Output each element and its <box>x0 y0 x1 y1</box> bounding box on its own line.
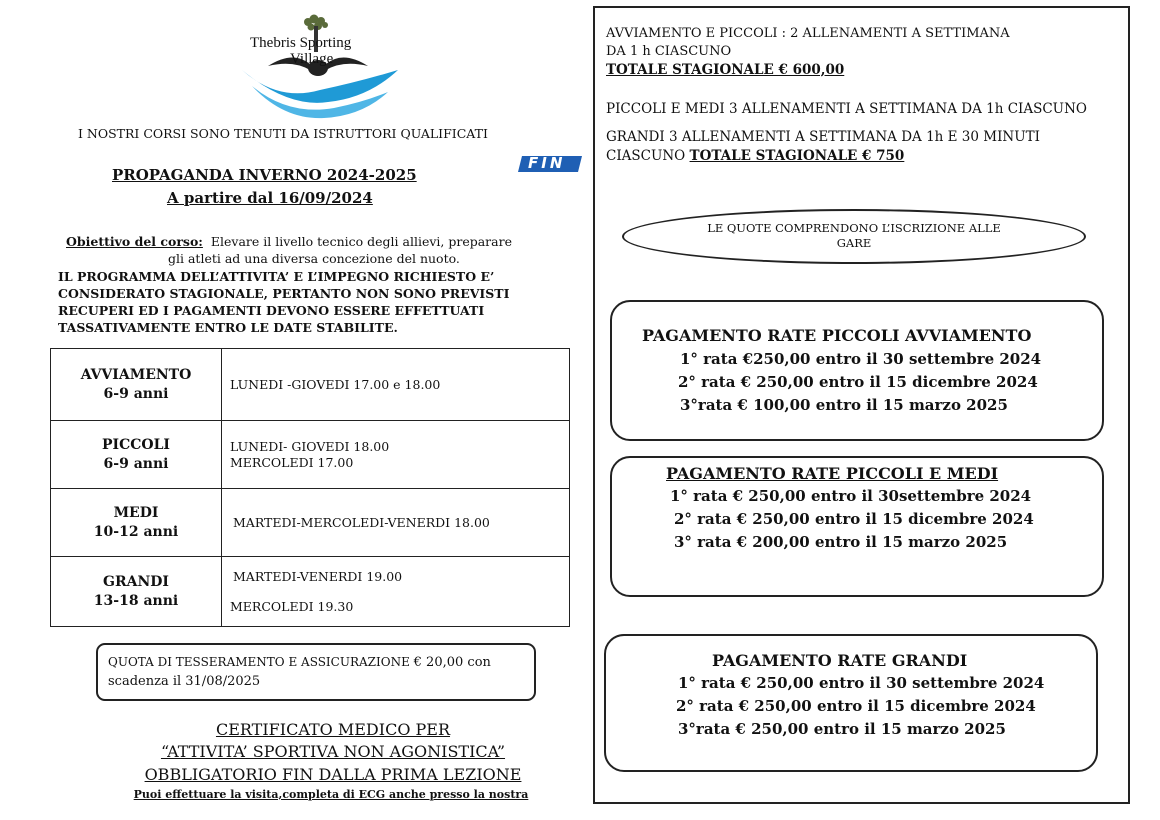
objective-text1: Elevare il livello tecnico degli allievi, preparare <box>210 234 512 249</box>
membership-fee-box <box>96 643 536 701</box>
group-name: PICCOLI <box>102 436 170 453</box>
group-age: 10-12 anni <box>93 523 179 540</box>
payment-title: PAGAMENTO RATE PICCOLI E MEDI <box>666 464 999 483</box>
page-subtitle: A partire dal 16/09/2024 <box>167 189 373 207</box>
certificate-line3: OBBLIGATORIO FIN DALLA PRIMA LEZIONE <box>144 765 522 784</box>
table-row <box>51 557 570 627</box>
swimmer-logo-icon <box>238 12 402 124</box>
pricing-line-medi: PICCOLI E MEDI 3 ALLENAMENTI A SETTIMANA DA 1h CIASCUNO <box>606 101 1087 117</box>
time-entry: MARTEDI-MERCOLEDI-VENERDI 18.00 <box>233 514 490 530</box>
pricing-total-600: TOTALE STAGIONALE € 600,00 <box>606 62 845 78</box>
certificate-line2: “ATTIVITA’ SPORTIVA NON AGONISTICA” <box>160 742 506 761</box>
group-age: 13-18 anni <box>93 592 179 609</box>
payment-installment: 3°rata € 100,00 entro il 15 marzo 2025 <box>680 396 1008 414</box>
fee-text: QUOTA DI TESSERAMENTO E ASSICURAZIONE <box>108 655 414 669</box>
logo-text-line1: Thebris Sporting <box>250 35 352 51</box>
times-cell <box>222 489 570 557</box>
objective-line2: gli atleti ad una diversa concezione del nuoto. <box>168 251 460 266</box>
pricing-line-avviamento: AVVIAMENTO E PICCOLI : 2 ALLENAMENTI A SETTIMANA <box>606 26 1010 41</box>
instructors-notice: I NOSTRI CORSI SONO TENUTI DA ISTRUTTORI QUALIFICATI <box>78 126 488 141</box>
group-name: MEDI <box>113 504 159 521</box>
payment-installment: 3° rata € 200,00 entro il 15 marzo 2025 <box>674 533 1008 551</box>
objective-line1 <box>66 234 512 249</box>
fin-logo <box>516 154 584 174</box>
table-row <box>51 349 570 421</box>
fee-amount: € 20,00 con <box>413 655 491 670</box>
group-age: 6-9 anni <box>103 385 169 402</box>
payment-installment: 2° rata € 250,00 entro il 15 dicembre 2024 <box>678 373 1038 391</box>
fee-deadline: scadenza il 31/08/2025 <box>108 674 261 689</box>
payment-box-avviamento <box>610 300 1104 441</box>
objective-label: Obiettivo del corso: <box>66 234 203 249</box>
payment-title: PAGAMENTO RATE GRANDI <box>712 651 968 670</box>
pricing-total-750: TOTALE STAGIONALE € 750 <box>689 148 905 164</box>
certificate-line1: CERTIFICATO MEDICO PER <box>215 720 451 739</box>
payment-title: PAGAMENTO RATE PICCOLI AVVIAMENTO <box>642 326 1032 345</box>
payment-installment: 3°rata € 250,00 entro il 15 marzo 2025 <box>678 720 1006 738</box>
payment-installment: 2° rata € 250,00 entro il 15 dicembre 2024 <box>676 697 1036 715</box>
payment-installment: 1° rata €250,00 entro il 30 settembre 2024 <box>680 350 1042 368</box>
payment-installment: 1° rata € 250,00 entro il 30settembre 2024 <box>670 487 1032 505</box>
group-age: 6-9 anni <box>103 455 169 472</box>
table-row <box>51 489 570 557</box>
payment-installment: 2° rata € 250,00 entro il 15 dicembre 2024 <box>674 510 1034 528</box>
pricing-line-grandi-total <box>606 147 904 165</box>
club-logo <box>238 12 402 124</box>
fin-logo-text: FIN <box>528 154 566 172</box>
certificate-note: Puoi effettuare la visita,completa di ECG anche presso la nostra <box>133 788 529 801</box>
time-entry: LUNEDI -GIOVEDI 17.00 e 18.00 <box>230 376 441 392</box>
logo-text-line2: Village <box>290 51 334 67</box>
group-cell <box>51 421 222 489</box>
group-name: GRANDI <box>103 573 169 590</box>
group-cell <box>51 557 222 627</box>
time-entry: MERCOLEDI 17.00 <box>230 454 354 470</box>
time-entry: MARTEDI-VENERDI 19.00 <box>233 568 403 584</box>
race-fees-note <box>622 209 1086 264</box>
race-fees-line1: LE QUOTE COMPRENDONO L’ISCRIZIONE ALLE <box>707 221 1001 235</box>
times-cell <box>222 557 570 627</box>
pricing-line-duration: DA 1 h CIASCUNO <box>606 44 732 59</box>
page-title: PROPAGANDA INVERNO 2024-2025 <box>112 166 417 184</box>
pricing-line-grandi-prefix: CIASCUNO <box>606 148 690 164</box>
group-name: AVVIAMENTO <box>80 366 192 383</box>
group-cell <box>51 489 222 557</box>
schedule-table <box>50 348 570 627</box>
payment-box-grandi <box>604 634 1098 772</box>
program-notice: IL PROGRAMMA DELL’ATTIVITA’ E L’IMPEGNO RICHIESTO E’ CONSIDERATO STAGIONALE, PERTANTO NON SONO PREVISTI RECUPERI ED I PAGAMENTI DEVONO ESSERE EFFETTUATI TASSATIVAMENTE ENTRO LE DATE STABILITE. <box>58 269 510 335</box>
time-entry: LUNEDI- GIOVEDI 18.00 <box>230 438 390 454</box>
pricing-line-grandi: GRANDI 3 ALLENAMENTI A SETTIMANA DA 1h E 30 MINUTI <box>606 129 1040 145</box>
group-cell <box>51 349 222 421</box>
times-cell <box>222 349 570 421</box>
payment-installment: 1° rata € 250,00 entro il 30 settembre 2024 <box>678 674 1045 692</box>
race-fees-line2: GARE <box>836 236 872 250</box>
payment-box-piccoli-medi <box>610 456 1104 597</box>
times-cell <box>222 421 570 489</box>
time-entry: MERCOLEDI 19.30 <box>230 598 354 614</box>
table-row <box>51 421 570 489</box>
